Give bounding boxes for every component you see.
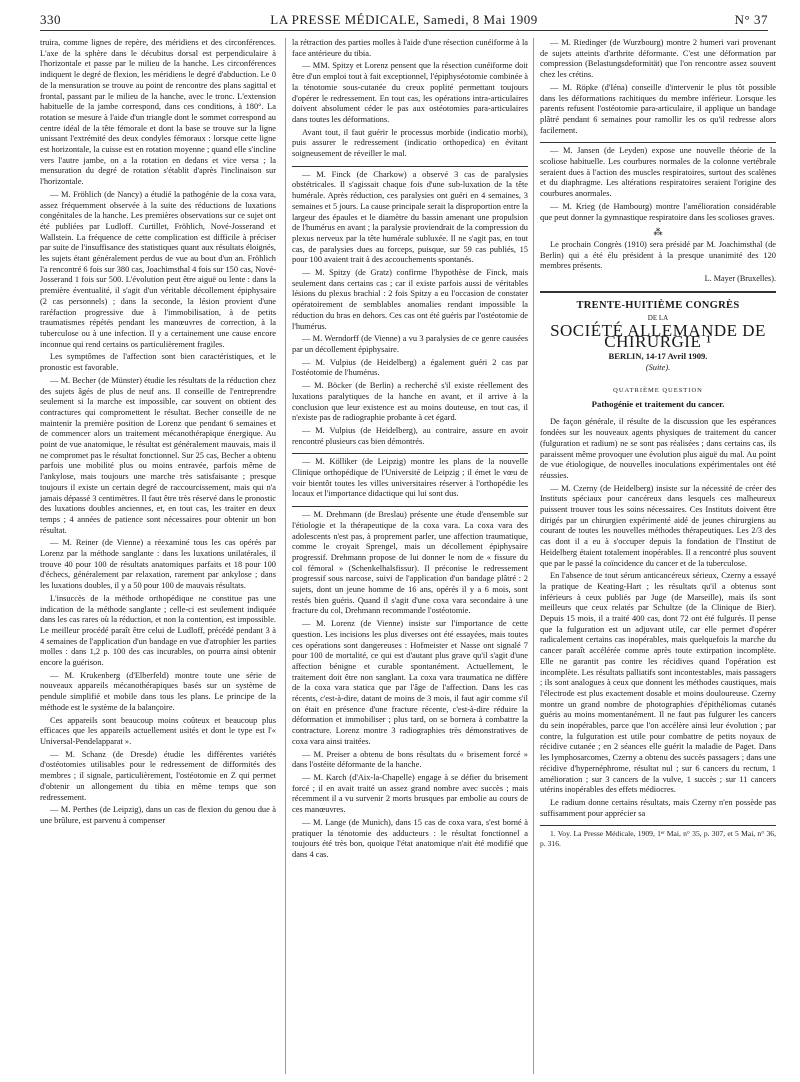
paragraph: — M. Kölliker (de Leipzig) montre les plans de la nouvelle Clinique orthopédique de l'Université de Leipzig ; il émet le vœu de voir bientôt toutes les villes universitaires réserver à l'orthopédie les locaux et l'importance didactique qui lui sont dus. bbox=[292, 457, 528, 499]
congress-suite: (Suite). bbox=[645, 363, 671, 373]
section-rule bbox=[292, 453, 528, 454]
paragraph: — M. Lorenz (de Vienne) insiste sur l'importance de cette question. Les incisions les plus diverses ont été essayées, mais toutes ces opérations sont dangereuses : Hofmeister et Nasse ont signalé 7 pour 100 de mortalité, ce qui est d'autant plus grave qu'il s'agit d'une affection bénigne et curable spontanément. Actuellement, le traitement doit être non sanglant. La coxa vara traumatica ne diffère de la coxa vara statica que par l'âge de l'affection. Dans les cas récents, c'est-à-dire, datant de moins de 3 mois, il faut agir comme s'il on était en présence d'une fracture récente, c'est-à-dire réduire la déformation et immobiliser ; plus tard, on se bornera à combattre la contracture. Lorenz montre 3 radiographies très démonstratives de coxa vara ainsi traitées. bbox=[292, 619, 528, 746]
society-title: SOCIÉTÉ ALLEMANDE DE CHIRURGIE ¹ bbox=[550, 321, 766, 351]
section-separator: ⁂ bbox=[653, 227, 663, 238]
paragraph: En l'absence de tout sérum anticancéreux sérieux, Czerny a essayé la pratique de Keating-Hart ; les résultats qu'il a obtenus sont inférieurs à ceux publiés par Juge (de Marseille), mais ils sont meilleurs que ceux relatés par Schultze (de la Clinique de Bier). Depuis 15 mois, il a traité 400 cas, dont 72 ont été fulgurés. Il pense que la fulguration est un adjuvant utile, car elle permet d'opérer radicalement certains cas inopérables, mais quelquefois la marche du cancer paraît accélérée comme après toute extirpation incomplète. Elle ne garantit pas contre les récidives quand l'opération est incomplète. Les résultats palliatifs sont incontestables, mais passagers ; ils sont analogues à ceux que donnent les méthodes caustiques, mais l'électrode est plus exactement dosable et moins douloureuse. Czerny montre un grand nombre de photographies d'épithéliomas cutanés guéris au moins momentanément. Il ne faut pas fulgurer les cancers du sein inopérables, parce que l'on accélère ainsi leur évolution ; par contre, la fulguration est utile pour combattre de petits noyaux de récidive cutanée ; en 2 séances elle guérit la maladie de Paget. Dans les lymphosarcomes, Czerny a obtenu des succès passagers ; dans une récidive d'hypernéphrome, résultat nul ; sur 6 cancers du rectum, 1 amélioration ; sur 3 cancers de la vulve, 1 succès ; sur 11 cancers utérins inopérables des effets médiocres. bbox=[540, 571, 776, 795]
issue-number: N° 37 bbox=[734, 12, 768, 27]
column-middle bbox=[285, 38, 528, 1074]
paragraph: truira, comme lignes de repère, des méridiens et des circonférences. L'axe de la sphère dans le décubitus dorsal est perpendiculaire à l'horizontale et passe par le milieu de la hanche. Les circonférences indiquent le degré de flexion, les méridiens le degré d'abduction. Le 0 de la mensuration se trouve au point de rencontre des plans sagittal et frontal, passant par le milieu de la hanche, avec le tronc. L'extension habituelle de la jambe correspond, dans ces conditions, à 180°. La rotation se mesure à l'aide d'un triangle dont le sommet correspond au centre idéal de la tête fémorale et dont la base se trouve sur la ligne unissant l'extrémité des deux condyles fémoraux : lorsque cette ligne est horizontale, la cuisse est en rotation moyenne ; quand elle s'incline vers l'autre jambe, on a la rotation en dedans et vice versa ; la mensuration du degré de rotation s'établit d'après l'inclinaison sur l'horizontale. bbox=[40, 38, 276, 187]
section-rule bbox=[540, 142, 776, 143]
paragraph: — M. Riedinger (de Wurzbourg) montre 2 humeri varі provenant de sujets atteints d'arthrite déformante. C'est une déformation par compression (Belastungsdeformität) que l'on rencontre assez souvent chez les crétins. bbox=[540, 38, 776, 80]
congress-de-la: DE LA bbox=[647, 314, 669, 323]
paragraph: — M. Lange (de Munich), dans 15 cas de coxa vara, s'est borné à pratiquer la ténotomie des adducteurs : le résultat fonctionnel a toujours été très bon, quoique l'état anatomique n'ait été modifié que dans 4 cas. bbox=[292, 817, 528, 859]
question-title: Pathogénie et traitement du cancer. bbox=[591, 398, 725, 409]
paragraph: Ces appareils sont beaucoup moins coûteux et beaucoup plus efficaces que les appareils actuellement usités et dont le type est l'« Universal-Pendelapparat ». bbox=[40, 715, 276, 746]
column-left bbox=[40, 38, 276, 1074]
paragraph: — MM. Spitzy et Lorenz pensent que la résection cunéiforme doit être d'un emploi tout à fait exceptionnel, l'épiphyséotomie combinée à la ténotomie sous-cutanée du creux poplité permettant toujours d'opérer le redressement. En tout cas, les opérations intra-articulaires doivent absolument céder le pas aux ostéotomies para-articulaires dans toutes les déformations. bbox=[292, 61, 528, 124]
paragraph: — M. Vulpius (de Heidelberg), au contraire, assure en avoir rencontré plusieurs cas bien démontrés. bbox=[292, 425, 528, 446]
paragraph: Avant tout, il faut guérir le processus morbide (indicatio morbi), puis assurer le redressement (indicatio orthopedica) en évitant soigneusement de réveiller le mal. bbox=[292, 127, 528, 159]
paragraph: De façon générale, il résulte de la discussion que les espérances fondées sur les nouveaux agents physiques de traitement du cancer (fulguration et radium) ne se sont pas réalisées ; dans certains cas, ils paraissent même provoquer une évolution plus aiguë du mal. Au point de vue étiologique, de nouvelles inoculations expérimentales ont été réussies. bbox=[540, 417, 776, 480]
paragraph: Le prochain Congrès (1910) sera présidé par M. Joachimsthal (de Berlin) qui a été élu président à la presque unanimité des 120 membres présents. bbox=[540, 239, 776, 271]
paragraph: — M. Krieg (de Hambourg) montre l'amélioration considérable que peut donner la gymnastique respiratoire dans les scolioses graves. bbox=[540, 201, 776, 222]
page-header bbox=[40, 6, 768, 31]
signature: L. Mayer (Bruxelles). bbox=[704, 274, 776, 284]
paragraph: — M. Drehmann (de Breslau) présente une étude d'ensemble sur l'étiologie et la thérapeutique de la coxa vara. La coxa vara des adolescents n'est pas, à proprement parler, une affection traumatique, comme le croyait Sprengel, mais un décollement épiphysaire progressif. Drehmann propose de lui donner le nom de « fissure du col fémoral » (Schenkelhalsfissur). Il préconise le redressement progressif sous narcose, suivi de l'application d'un bandage plâtré : 2 sujets, dont un jeune homme de 16 ans, opérés il y a 6 mois, sont restés bien guéris. Quand il s'agit d'une coxa vara secondaire à une fracture du col, Drehmann recommande l'ostéotomie. bbox=[292, 510, 528, 616]
section-rule bbox=[292, 506, 528, 507]
paragraph: — M. Jansen (de Leyden) expose une nouvelle théorie de la scoliose habituelle. Les courbures normales de la colonne vertébrale seraient dues à l'action des muscles respiratoires, surtout des scalènes et du diaphragme. Les altérations respiratoires seraient l'origine des courbures anormales. bbox=[540, 146, 776, 199]
paragraph: — M. Röpke (d'Iéna) conseille d'intervenir le plus tôt possible dans les déformations rachitiques du membre inférieur. Lorsque les parents refusent l'ostéotomie para-articulaire, il applique un bandage plâtré pendant 6 semaines pour ramollir les os qu'il redresse alors facilement. bbox=[540, 82, 776, 135]
paragraph: — M. Reiner (de Vienne) a réexaminé tous les cas opérés par Lorenz par la méthode sanglante : dans les luxations unilatérales, il trouve 40 pour 100 de résultats anatomiques parfaits et 18 pour 100 d'échecs, généralement par relaxation, rarement par ankylose ; dans les luxations doubles, il y a 50 pour 100 de mauvais résultats. bbox=[40, 538, 276, 591]
paragraph: — M. Fröhlich (de Nancy) a étudié la pathogénie de la coxa vara, assez fréquemment observée à la suite des réductions de luxations congénitales de la hanche. Les premières observations sur ce sujet ont été publiées par Ludloff. Curtillet, Fröhlich, Nové-Josserand et Wallstein. La fréquence de cette complication est difficile à préciser par suite de l'insuffisance des statistiques quant aux résultats éloignés, les sujets étant généralement perdus de vue au bout d'un an. Fröhlich l'a rencontré 6 fois sur 380 cas, Joachimsthal 4 fois sur 150 cas, Nové-Josserand 1 fois sur 500. L'évolution peut être aiguë ou lente : dans la première éventualité, il s'agit d'un véritable décollement épiphysaire (2 cas personnels) ; dans la seconde, la lésion provient d'une raréfaction progressive due à l'immobilisation, à de petits traumatismes répétés pendant les manœuvres de correction, à la tuberculose ou à une infection. Il y a certainement une cause encore inconnue qui rend certains os particulièrement fragiles. bbox=[40, 189, 276, 349]
question-label: QUATRIÈME QUESTION bbox=[613, 386, 703, 394]
paragraph: — M. Krukenberg (d'Elberfeld) montre toute une série de nouveaux appareils mécanothérapiques basés sur un système de pendule simplifié et mobile dans tous les plans. Le principe de la méthode est le système de la balançoire. bbox=[40, 670, 276, 712]
paragraph: — M. Finck (de Charkow) a observé 3 cas de paralysies obstétricales. Il s'agissait chaque fois d'une sub-luxation de la tête humérale. Après réduction, ces paralysies ont guéri en 4 semaines, 3 semaines et 5 jours. La cause principale serait la disproportion entre la largeur des épaules et le diamètre du bassin amenant une propulsion de l'humérus en avant ; la paralysie proviendrait de la compression du plexus nerveux par la tête humérale subluxée. Il ne s'agit pas, en tout cas, de paralysies dues au forceps, puisque, sur 59 cas publiés, 15 pour 100 avaient trait à des accouchements spontanés. bbox=[292, 169, 528, 265]
column-right bbox=[533, 38, 776, 1074]
paragraph: — M. Werndorff (de Vienne) a vu 3 paralysies de ce genre causées par un décollement épiphysaire. bbox=[292, 334, 528, 354]
paragraph: — M. Becher (de Münster) étudie les résultats de la réduction chez des sujets âgés de plus de neuf ans. Il conseille de l'entreprendre seulement si la marche est impossible, car souvent on obtient des contractures qui compromettent le résultat. Becher conseille de ne maintenir la première position de Lorenz que pendant 6 semaines et de commencer alors un traitement mécanothérapique énergique. Au point de vue anatomique, le résultat est généralement mauvais, mais il ne compromet pas le résultat fonctionnel. Sur 25 cas, Becher a obtenu parfois une mobilité plus ou moins entravée, parfois même de l'ankylose, mais toujours une marche très satisfaisante ; presque toujours il existe un certain degré de raccourcissement, mais qui n'a jamais dépassé 3 centimètres. Il faut être très réservé dans le pronostic des luxations doubles anciennes, et, en tout cas, les traiter en deux temps ; 4 années de patience sont nécessaires pour obtenir un bon résultat. bbox=[40, 375, 276, 535]
paragraph: Les symptômes de l'affection sont bien caractéristiques, et le pronostic est favorable. bbox=[40, 352, 276, 373]
section-rule bbox=[292, 166, 528, 167]
paragraph: — M. Schanz (de Dresde) étudie les différentes variétés d'ostéotomies utilisables pour le redressement de difformités des membres ; il signale, particulièrement, l'ostéotomie en Z qui permet d'obtenir un allongement du tibia en même temps que son redressement. bbox=[40, 749, 276, 802]
footnote: 1. Voy. La Presse Médicale, 1909, 1ᵉʳ Mai, n° 35, p. 307, et 5 Mai, n° 36, p. 316. bbox=[540, 829, 776, 849]
congress-place-date: BERLIN, 14-17 Avril 1909. bbox=[608, 350, 708, 361]
section-rule bbox=[540, 291, 776, 293]
paragraph: — M. Vulpius (de Heidelberg) a également guéri 2 cas par l'ostéotomie de l'humérus. bbox=[292, 357, 528, 378]
page-number: 330 bbox=[40, 12, 61, 27]
paragraph: — M. Perthes (de Leipzig), dans un cas de flexion du genou due à une brûlure, est parvenu à compenser bbox=[40, 805, 276, 825]
paragraph: — M. Böcker (de Berlin) a recherché s'il existe réellement des luxations paralytiques de la hanche en avant, et il arrive à la conclusion que leur existence est au moins douteuse, en tout cas, il n'existe pas de radiographie probante à cet égard. bbox=[292, 381, 528, 423]
congress-title: TRENTE-HUITIÈME CONGRÈS bbox=[576, 299, 740, 311]
paragraph: — M. Preiser a obtenu de bons résultats du « brisement forcé » dans l'ostéite déformante de la hanche. bbox=[292, 749, 528, 770]
paragraph: — M. Spitzy (de Gratz) confirme l'hypothèse de Finck, mais seulement dans certains cas ; car il existe parfois aussi de véritables lésions du plexus brachial : 2 fois Spitzy a eu l'occasion de constater opératoirement de semblables anomalies rendant impossible la réduction du bras en dehors. Ces cas ont été guéris par l'ostéotomie de l'humérus. bbox=[292, 268, 528, 331]
paragraph: Le radium donne certains résultats, mais Czerny n'en possède pas suffisamment pour apprécier sa bbox=[540, 798, 776, 818]
section-rule bbox=[540, 825, 776, 826]
paragraph: L'insuccès de la méthode orthopédique ne constitue pas une indication de la méthode sanglante ; celle-ci est seulement indiquée dans les cas rares où la réduction, et non la contention, est impossible. Le meilleur procédé paraît être celui de Ludloff, précédé pendant 3 à 4 semaines de l'application d'un bandage en vue d'atrophier les parties molles : dans 1,2 p. 100 des cas incurables, on pourra ainsi obtenir encore la guérison. bbox=[40, 593, 276, 668]
paragraph: — M. Karch (d'Aix-la-Chapelle) engage à se défier du brisement forcé ; il en avait traité un assez grand nombre avec succès ; mais récemment il a vu survenir 2 morts brusques par embolie au cours de ces manœuvres. bbox=[292, 773, 528, 815]
paragraph: — M. Czerny (de Heidelberg) insiste sur la nécessité de créer des Instituts spéciaux pour cancéreux dans lesquels ces malheureux puissent trouver tous les soins nécessaires. Ces Instituts doivent être dirigés par un chirurgien expérimenté aidé de jeunes chirurgiens au courant de toutes les nouvelles méthodes thérapeutiques. Les 2/3 des cas dont il a eu à s'occuper depuis la fondation de l'Institut de Heidelberg étaient totalement inopérables. Il a rencontré plus souvent que par le passé la coïncidence du cancer et de la tuberculose. bbox=[540, 483, 776, 568]
journal-title: LA PRESSE MÉDICALE, Samedi, 8 Mai 1909 bbox=[270, 12, 538, 27]
paragraph: la rétraction des parties molles à l'aide d'une résection cunéiforme à la face antérieure du tibia. bbox=[292, 38, 528, 58]
